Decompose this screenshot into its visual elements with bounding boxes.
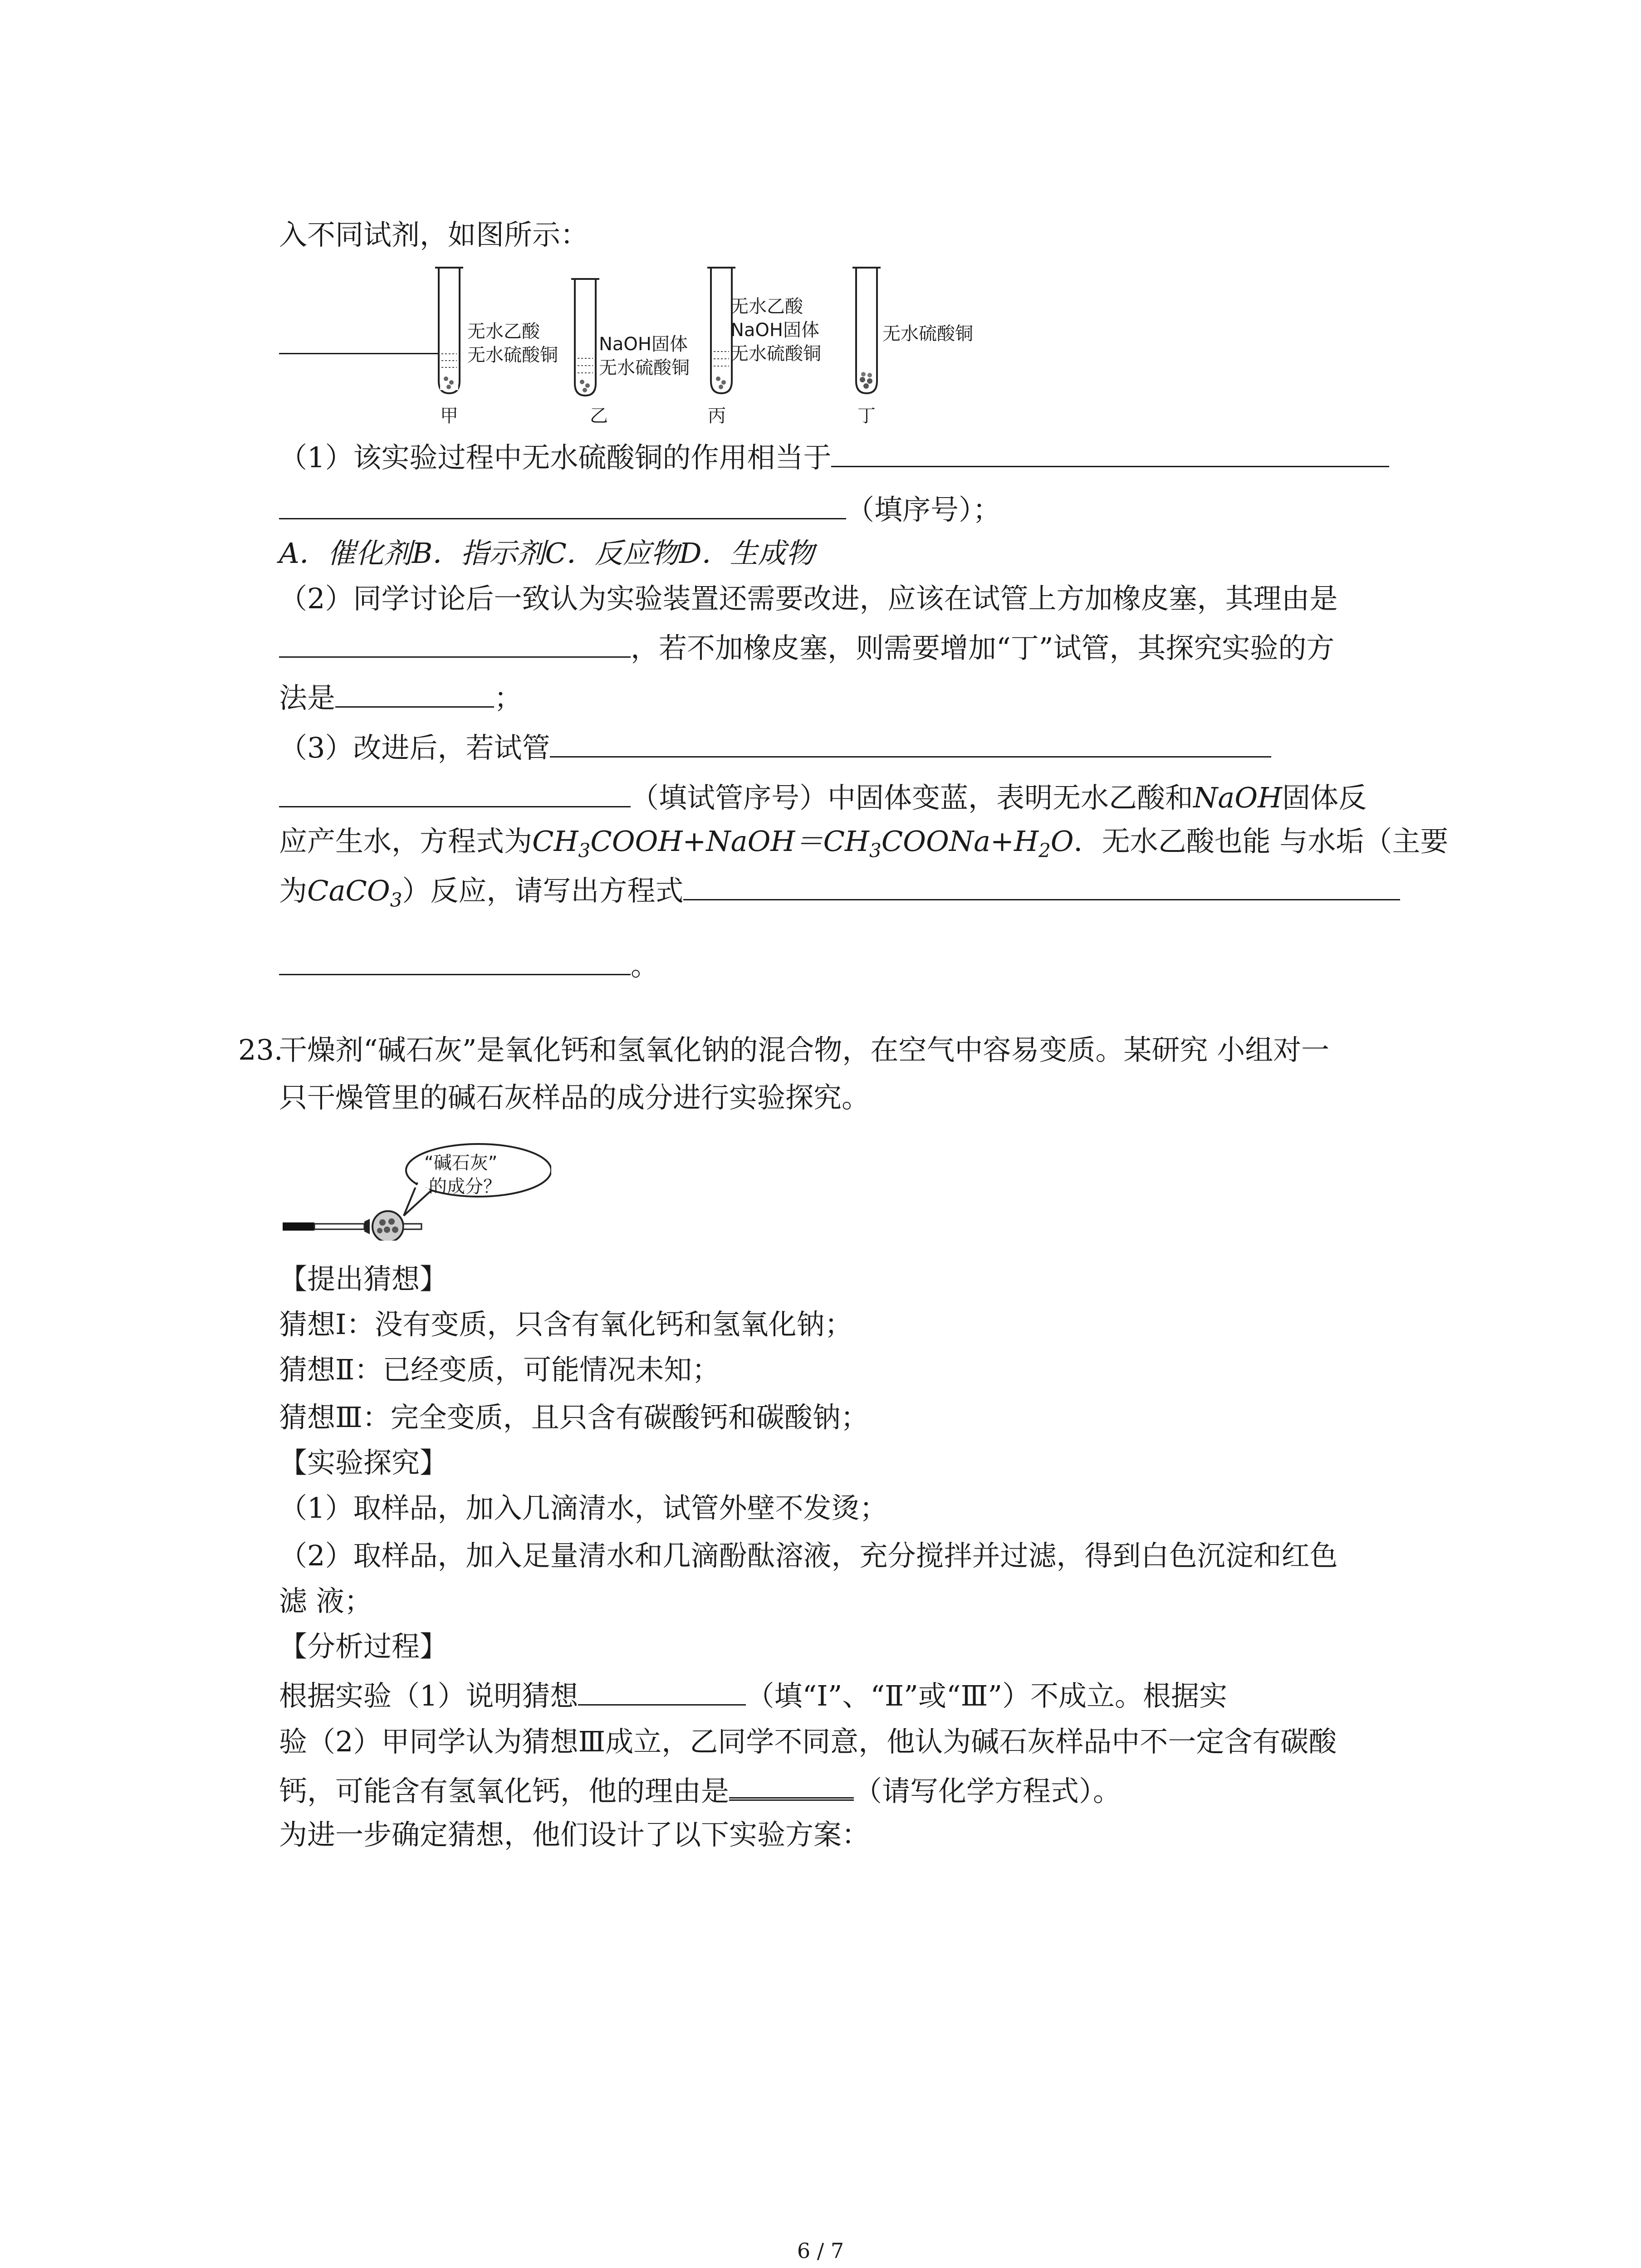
section-experiment: 【实验探究】	[279, 1446, 448, 1479]
answer-blank	[729, 1769, 854, 1801]
question-1-options	[279, 535, 814, 572]
speech-bubble-text: “碱石灰”	[424, 1153, 498, 1173]
tube-content: 无水硫酸铜	[467, 345, 558, 366]
tube-content: NaOH固体	[730, 320, 819, 341]
analysis-line3	[279, 1769, 1121, 1809]
question-23-stem-line2: 只干燥管里的碱石灰样品的成分进行实验探究。	[279, 1081, 870, 1114]
answer-blank	[578, 1676, 746, 1706]
page-number: 6 / 7	[797, 2239, 844, 2263]
question-text: 固体反	[1282, 781, 1367, 814]
hypothesis-2: 猜想Ⅱ：已经变质，可能情况未知；	[279, 1353, 720, 1386]
option-b: B．指示剂	[411, 537, 545, 570]
test-tube-icon	[851, 265, 882, 397]
answer-blank	[335, 678, 494, 708]
question-text: 根据实验（1）说明猜想	[279, 1679, 578, 1712]
tube-content: 无水硫酸铜	[599, 357, 690, 378]
question-text: 法是	[279, 681, 336, 714]
answer-blank	[279, 946, 631, 975]
question-text: （填序号）；	[846, 493, 1001, 526]
question-2-line3	[279, 678, 522, 716]
question-text: ．无水乙酸也能 与水垢（主要	[1073, 825, 1449, 858]
question-text: （3）改进后，若试管	[279, 731, 550, 764]
equation: $CH_3COOH+NaOH=CH_3COONa+H_2O$	[532, 825, 1074, 862]
tube-label: 丁	[857, 406, 876, 426]
question-2-line1: （2）同学讨论后一致认为实验装置还需要改进，应该在试管上方加橡皮塞，其理由是	[279, 582, 1338, 615]
speech-bubble-text: 的成分？	[429, 1176, 501, 1197]
tube-content: NaOH固体	[599, 334, 688, 355]
question-text: 。	[631, 949, 659, 982]
question-3-line4	[279, 871, 1400, 918]
question-1-line1	[279, 438, 1389, 476]
tube-content: 无水乙酸	[730, 296, 803, 317]
answer-blank	[550, 728, 1271, 758]
answer-blank	[279, 778, 631, 807]
question-text: ；	[494, 681, 523, 714]
test-tube-icon	[433, 265, 465, 397]
question-3-line1	[279, 728, 1271, 766]
formula-naoh: NaOH	[1193, 781, 1283, 814]
answer-blank	[279, 628, 631, 658]
question-2-line2	[279, 628, 1334, 666]
option-c: C．反应物	[545, 537, 679, 570]
question-3-line5	[279, 946, 659, 984]
section-analysis: 【分析过程】	[279, 1630, 448, 1663]
question-text: ）反应，请写出方程式	[402, 874, 684, 907]
drying-tube-icon	[279, 1141, 551, 1241]
question-23-number: 23.	[238, 1033, 283, 1066]
question-1-line2	[279, 490, 1001, 528]
analysis-line2: 验（2）甲同学认为猜想Ⅲ成立，乙同学不同意，他认为碱石灰样品中不一定含有碳酸	[279, 1725, 1337, 1758]
tube-label: 乙	[590, 406, 608, 426]
option-d: D．生成物	[679, 537, 814, 570]
question-3-line2	[279, 778, 1367, 816]
tube-label: 甲	[440, 406, 458, 426]
hypothesis-3: 猜想Ⅲ：完全变质，且只含有碳酸钙和碳酸钠；	[279, 1401, 869, 1434]
question-text: 钙，可能含有氢氧化钙，他的理由是	[279, 1774, 730, 1808]
question-text: 为	[279, 874, 308, 907]
answer-blank	[831, 438, 1389, 467]
test-tube-icon	[569, 277, 601, 399]
section-hypothesis: 【提出猜想】	[279, 1262, 448, 1295]
question-text: （填“Ⅰ”、“Ⅱ”或“Ⅲ”）不成立。根据实	[746, 1679, 1228, 1712]
question-text: ，若不加橡皮塞，则需要增加“丁”试管，其探究实验的方	[631, 631, 1335, 665]
experiment-1: （1）取样品，加入几滴清水，试管外壁不发烫；	[279, 1491, 888, 1525]
analysis-line1	[279, 1676, 1227, 1714]
intro-line: 入不同试剂，如图所示：	[279, 218, 589, 251]
question-text: 应产生水，方程式为	[279, 825, 533, 858]
hypothesis-1: 猜想Ⅰ：没有变质，只含有氧化钙和氢氧化钠；	[279, 1308, 853, 1341]
question-3-line3	[279, 823, 1448, 869]
analysis-line4: 为进一步确定猜想，他们设计了以下实验方案：	[279, 1818, 870, 1851]
question-text: （填试管序号）中固体变蓝，表明无水乙酸和	[631, 781, 1194, 814]
tube-content: 无水硫酸铜	[882, 323, 973, 344]
experiment-2-line2: 滤 液；	[279, 1584, 372, 1618]
experiment-2-line1: （2）取样品，加入足量清水和几滴酚酞溶液，充分搅拌并过滤，得到白色沉淀和红色	[279, 1539, 1338, 1572]
answer-blank	[279, 490, 846, 519]
formula-caco3: CaCO$_3$	[307, 874, 402, 911]
question-23-stem-line1: 干燥剂“碱石灰”是氧化钙和氢氧化钠的混合物，在空气中容易变质。某研究 小组对一	[279, 1033, 1330, 1066]
question-text: （1）该实验过程中无水硫酸铜的作用相当于	[279, 441, 832, 474]
tube-content: 无水硫酸铜	[730, 343, 821, 364]
tube-content: 无水乙酸	[467, 321, 540, 342]
option-a: A．催化剂	[279, 537, 412, 570]
tube-label: 丙	[708, 406, 726, 426]
answer-blank	[279, 353, 438, 354]
answer-blank	[683, 871, 1400, 900]
question-text: （请写化学方程式）。	[854, 1774, 1122, 1808]
